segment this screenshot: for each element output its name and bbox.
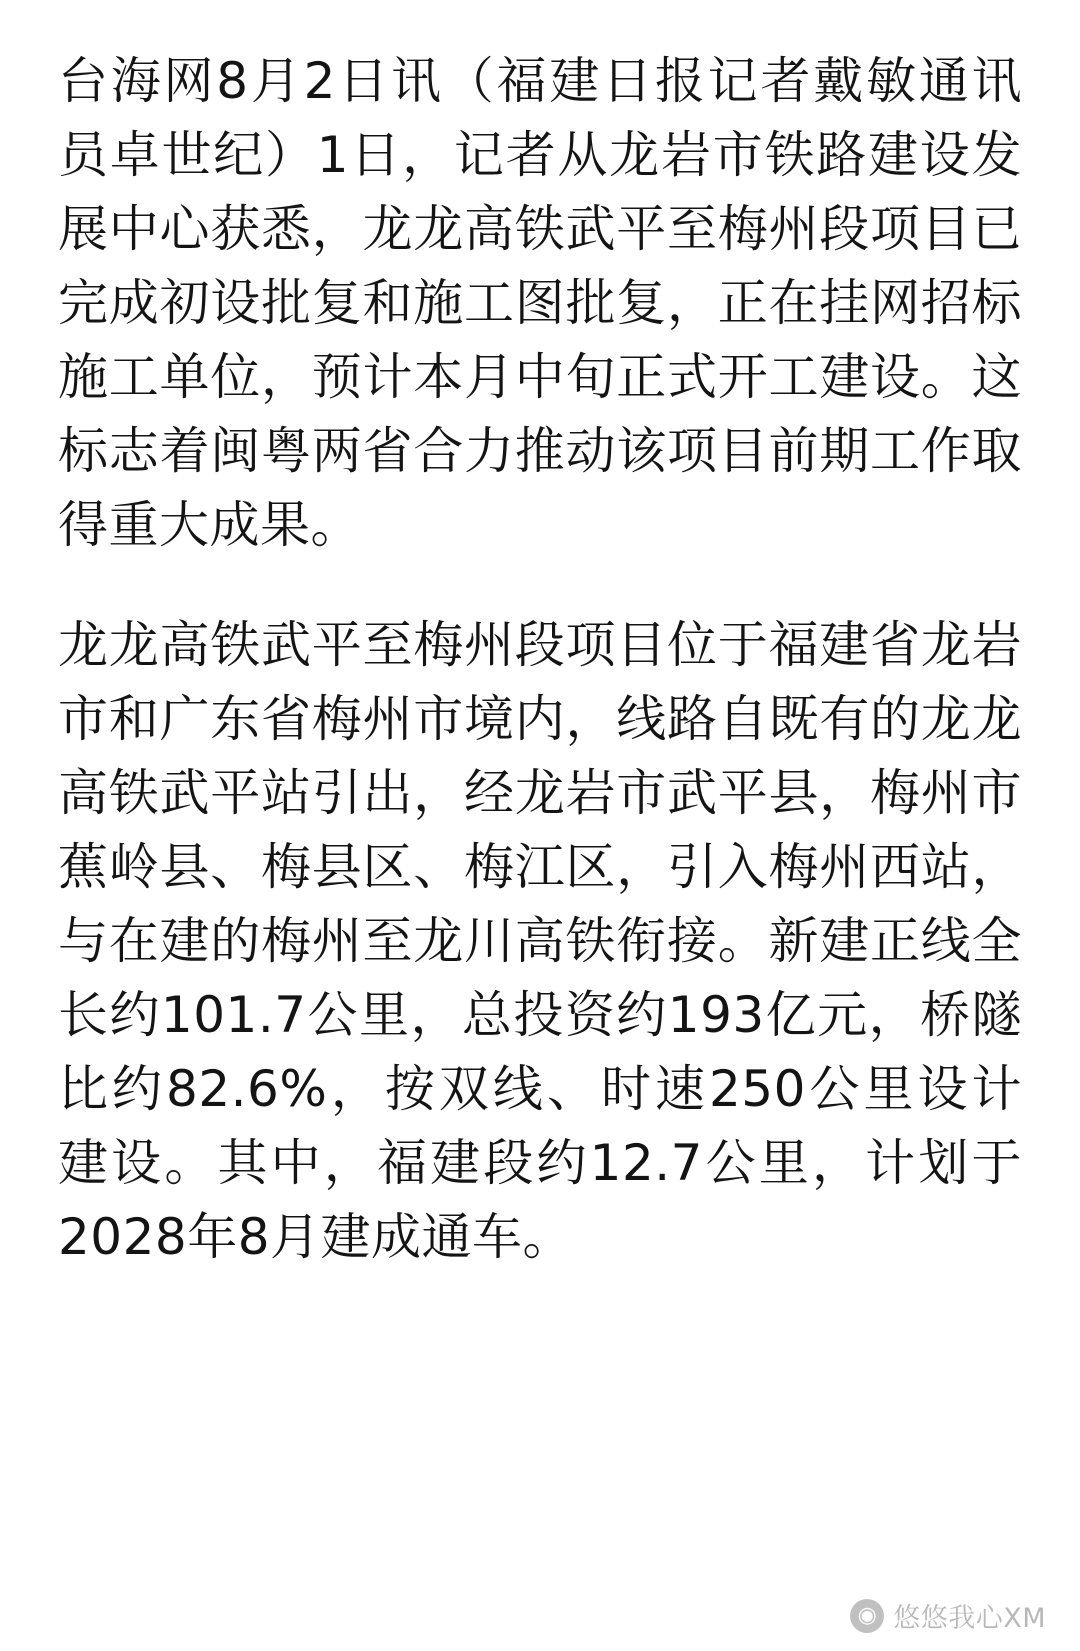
article-paragraph-2: 龙龙高铁武平至梅州段项目位于福建省龙岩市和广东省梅州市境内，线路自既有的龙龙高铁武平站引出，经龙岩市武平县，梅州市蕉岭县、梅县区、梅江区，引入梅州西站，与在建的梅州至龙川高铁衔接。新建正线全长约101.7公里，总投资约193亿元，桥隧比约82.6%，按双线、时速250公里设计建设。其中，福建段约12.7公里，计划于2028年8月建成通车。: [58, 616, 1022, 1266]
article-body: [58, 44, 1022, 1274]
article-paragraph-1: 台海网8月2日讯（福建日报记者戴敏通讯员卓世纪）1日，记者从龙岩市铁路建设发展中心获悉，龙龙高铁武平至梅州段项目已完成初设批复和施工图批复，正在挂网招标施工单位，预计本月中旬正式开工建设。这标志着闽粤两省合力推动该项目前期工作取得重大成果。: [58, 52, 1022, 554]
watermark-username: 悠悠我心XM: [893, 1603, 1046, 1634]
weibo-logo-icon: ◉: [850, 1599, 884, 1633]
watermark: [850, 1596, 1046, 1635]
